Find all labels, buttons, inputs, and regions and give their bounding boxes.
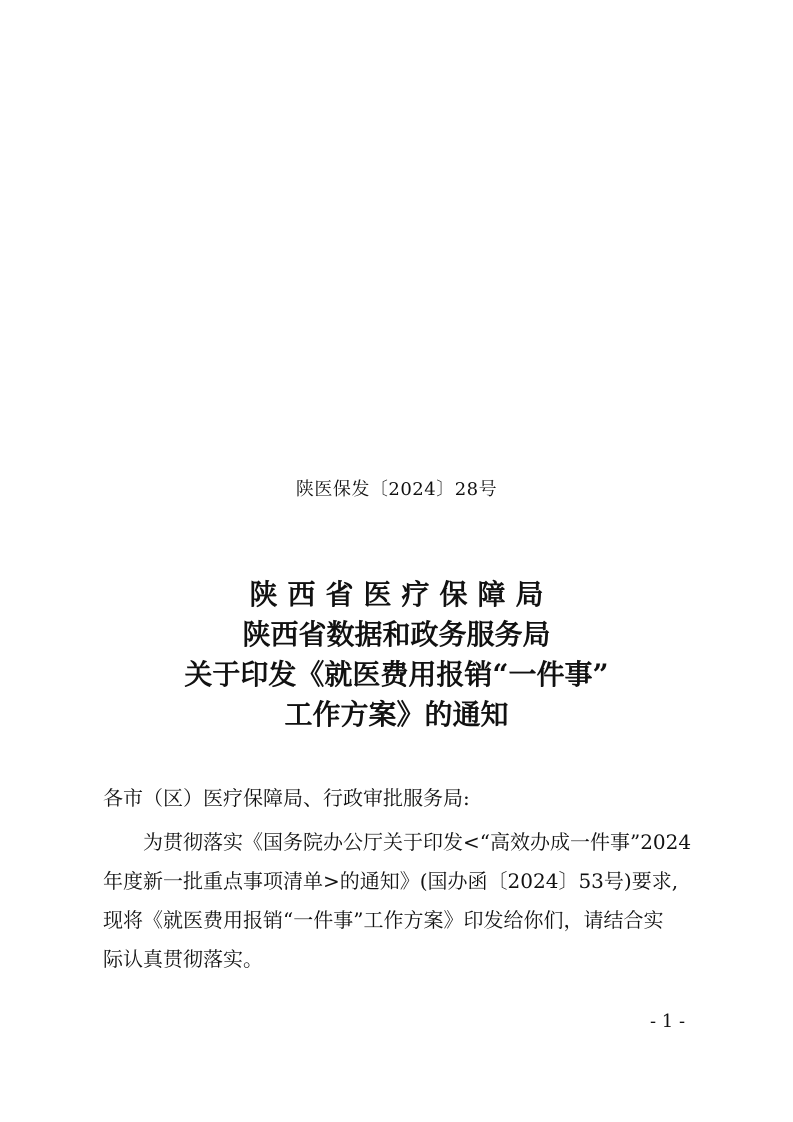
title-line-subject-1: 关于印发《就医费用报销“一件事”	[184, 658, 609, 691]
body-line: 际认真贯彻落实。	[103, 947, 263, 971]
addressee-line: 各市（区）医疗保障局、行政审批服务局:	[103, 786, 470, 810]
body-line: 现将《就医费用报销“一件事”工作方案》印发给你们，请结合实	[103, 908, 664, 932]
body-paragraph	[103, 823, 703, 979]
title-line-issuer-2: 陕西省数据和政务服务局	[242, 618, 551, 651]
body-line: 年度新一批重点事项清单>的通知》(国办函〔2024〕53号)要求,	[103, 869, 679, 893]
document-title	[0, 575, 793, 735]
page-number: - 1 -	[650, 1011, 686, 1032]
title-line-subject-2: 工作方案》的通知	[284, 698, 509, 731]
title-line-issuer-1: 陕西省医疗保障局	[249, 578, 554, 611]
body-line: 为贯彻落实《国务院办公厅关于印发<“高效办成一件事”2024	[143, 830, 692, 854]
document-number: 陕医保发〔2024〕28号	[295, 479, 498, 500]
